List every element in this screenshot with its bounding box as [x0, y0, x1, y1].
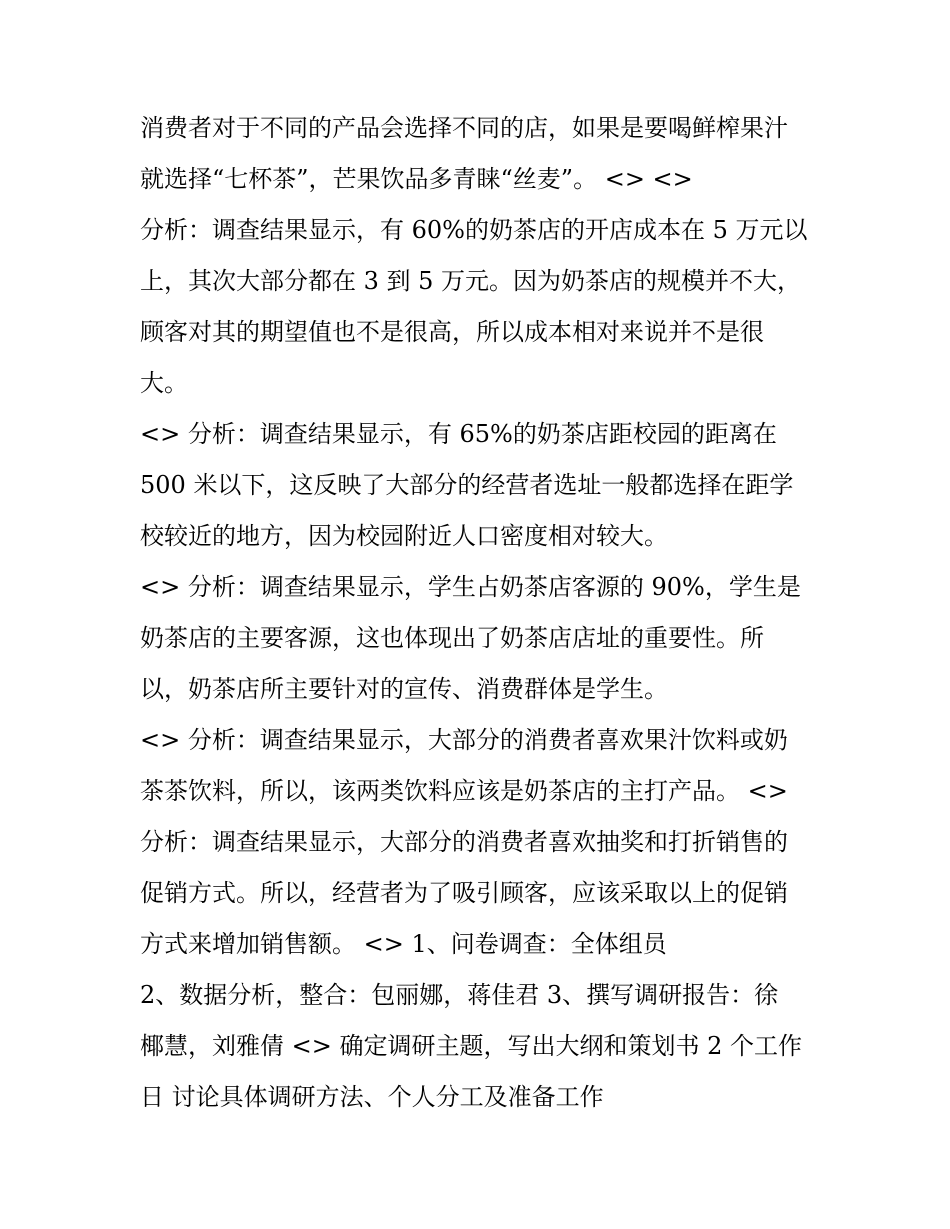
text-line: 以，奶茶店所主要针对的宣传、消费群体是学生。 — [140, 675, 668, 703]
text-line: 日 讨论具体调研方法、个人分工及准备工作 — [140, 1083, 604, 1111]
text-line: 椰慧，刘雅倩 <> 确定调研主题，写出大纲和策划书 2 个工作 — [140, 1032, 803, 1060]
text-line: 大。 — [140, 369, 188, 397]
text-line: 2、数据分析，整合：包丽娜，蒋佳君 3、撰写调研报告：徐 — [140, 981, 779, 1009]
text-line: 500 米以下，这反映了大部分的经营者选址一般都选择在距学 — [140, 471, 794, 499]
text-line: <> 分析：调查结果显示，大部分的消费者喜欢果汁饮料或奶 — [140, 726, 788, 754]
text-line: 分析：调查结果显示，大部分的消费者喜欢抽奖和打折销售的 — [140, 828, 788, 856]
text-line: 奶茶店的主要客源，这也体现出了奶茶店店址的重要性。所 — [140, 624, 764, 652]
text-line: 校较近的地方，因为校园附近人口密度相对较大。 — [140, 522, 668, 550]
text-line: 就选择“七杯茶”，芒果饮品多青睐“丝麦”。 <> <> — [140, 165, 693, 193]
text-line: <> 分析：调查结果显示，有 65%的奶茶店距校园的距离在 — [140, 420, 777, 448]
text-line: 方式来增加销售额。 <> 1、问卷调查：全体组员 — [140, 930, 667, 958]
text-line: 消费者对于不同的产品会选择不同的店，如果是要喝鲜榨果汁 — [140, 114, 788, 142]
text-line: 分析：调查结果显示，有 60%的奶茶店的开店成本在 5 万元以 — [140, 216, 808, 244]
text-line: 上，其次大部分都在 3 到 5 万元。因为奶茶店的规模并不大， — [140, 267, 802, 295]
text-line: 促销方式。所以，经营者为了吸引顾客，应该采取以上的促销 — [140, 879, 788, 907]
body-text — [140, 103, 820, 1123]
text-line: <> 分析：调查结果显示，学生占奶茶店客源的 90%，学生是 — [140, 573, 801, 601]
text-line: 顾客对其的期望值也不是很高，所以成本相对来说并不是很 — [140, 318, 764, 346]
text-line: 茶茶饮料，所以，该两类饮料应该是奶茶店的主打产品。 <> — [140, 777, 788, 805]
